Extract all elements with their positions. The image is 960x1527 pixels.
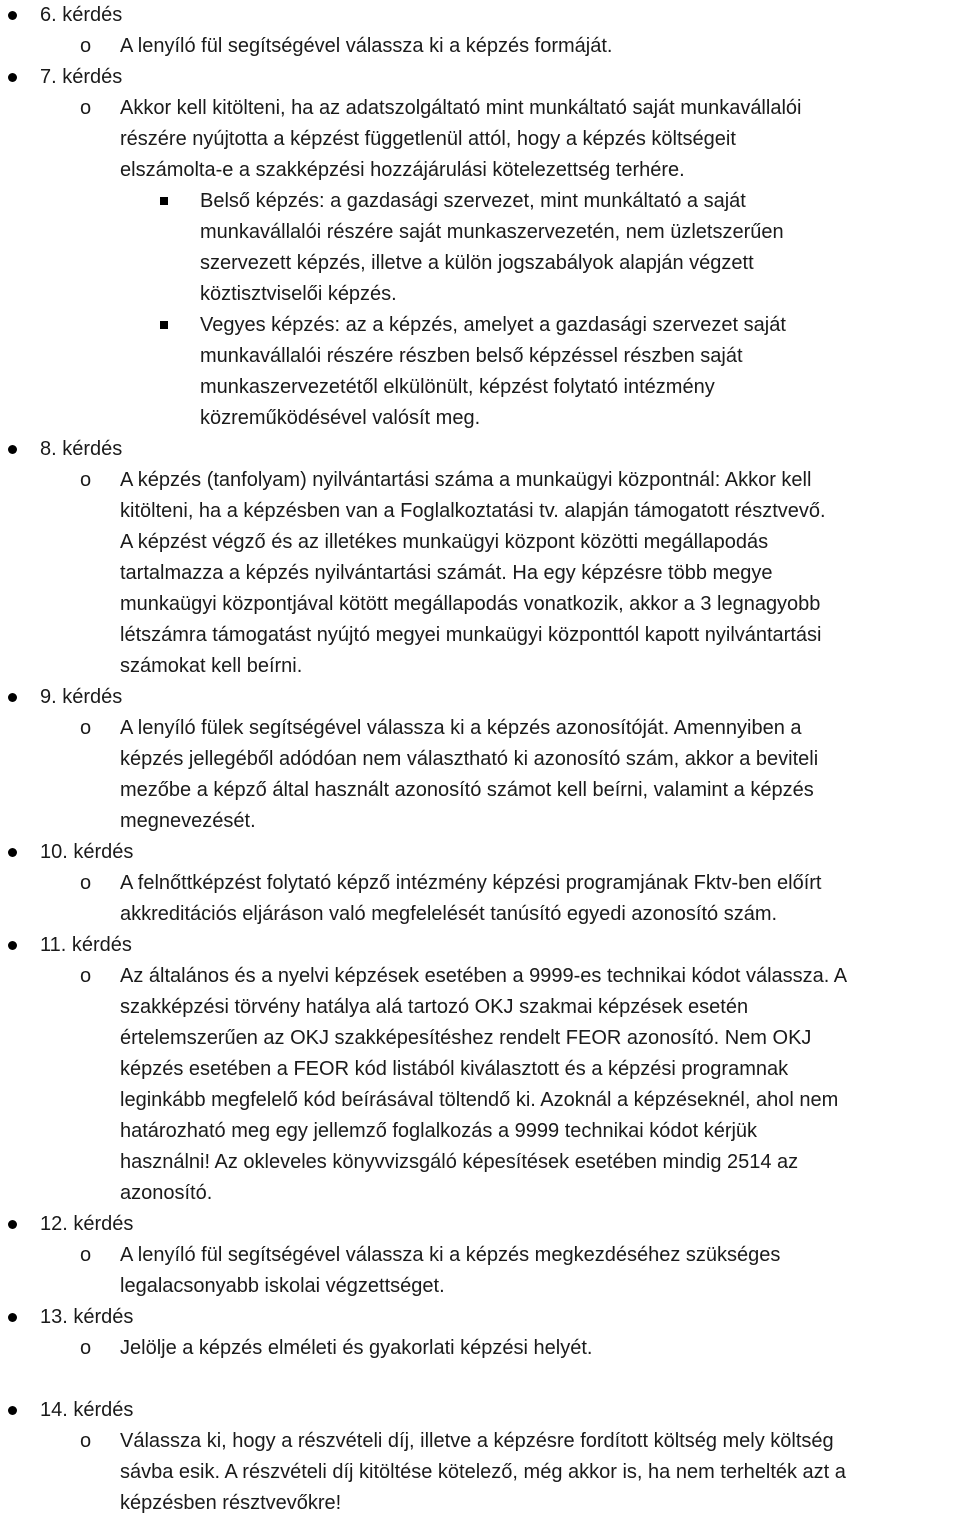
bullet-icon (8, 445, 17, 454)
question-label: 6. kérdés (40, 4, 123, 26)
item-text-line: leginkább megfelelő kód beírásával töltendő ki. Azoknál a képzéseknél, ahol nem (120, 1089, 839, 1111)
question-label: 13. kérdés (40, 1306, 134, 1328)
item-text-line: szakképzési törvény hatálya alá tartozó OKJ szakmai képzések esetén (120, 996, 749, 1018)
item-text-line: sávba esik. A részvételi díj kitöltése kötelező, még akkor is, ha nem terhelték azt a (120, 1461, 846, 1483)
question-label: 7. kérdés (40, 66, 123, 88)
square-bullet-icon (160, 321, 168, 329)
question-label: 14. kérdés (40, 1399, 134, 1421)
subitem-text-line: munkavállalói részére részben belső képzéssel részben saját (200, 345, 743, 367)
item-text-line: képzés esetében a FEOR kód listából kiválasztott és a képzési programnak (120, 1058, 789, 1080)
item-text-line: azonosító. (120, 1182, 213, 1204)
bullet-icon (8, 1220, 17, 1229)
item-text-line: akkreditációs eljáráson való megfelelését tanúsító egyedi azonosító szám. (120, 903, 778, 925)
item-text-line: A felnőttképzést folytató képző intézmény képzési programjának Fktv-ben előírt (120, 872, 822, 894)
item-text-line: elszámolta-e a szakképzési hozzájárulási kötelezettség terhére. (120, 159, 685, 181)
item-text-line: A képzést végző és az illetékes munkaügyi központ közötti megállapodás (120, 531, 769, 553)
circle-bullet-icon: o (80, 717, 92, 739)
question-label: 12. kérdés (40, 1213, 134, 1235)
circle-bullet-icon: o (80, 872, 92, 894)
item-text-line: létszámra támogatást nyújtó megyei munkaügyi központtól kapott nyilvántartási (120, 624, 822, 646)
subitem-text-line: munkavállalói részére saját munkaszervezetén, nem üzletszerűen (200, 221, 784, 243)
item-text-line: Akkor kell kitölteni, ha az adatszolgáltató mint munkáltató saját munkavállalói (120, 97, 802, 119)
item-text-line: képzés jellegéből adódóan nem választható ki azonosító szám, akkor a beviteli (120, 748, 819, 770)
bullet-icon (8, 1406, 17, 1415)
item-text-line: számokat kell beírni. (120, 655, 303, 677)
subitem-text-line: közreműködésével valósít meg. (200, 407, 481, 429)
item-text-line: A lenyíló fül segítségével válassza ki a képzés formáját. (120, 35, 613, 57)
item-text-line: Válassza ki, hogy a részvételi díj, illetve a képzésre fordított költség mely költség (120, 1430, 834, 1452)
circle-bullet-icon: o (80, 965, 92, 987)
question-label: 10. kérdés (40, 841, 134, 863)
square-bullet-icon (160, 197, 168, 205)
item-text-line: A lenyíló fülek segítségével válassza ki a képzés azonosítóját. Amennyiben a (120, 717, 802, 739)
item-text-line: A lenyíló fül segítségével válassza ki a képzés megkezdéséhez szükséges (120, 1244, 781, 1266)
bullet-icon (8, 848, 17, 857)
item-text-line: értelemszerűen az OKJ szakképesítéshez rendelt FEOR azonosító. Nem OKJ (120, 1027, 812, 1049)
bullet-icon (8, 693, 17, 702)
item-text-line: munkaügyi központjával kötött megállapodás vonatkozik, akkor a 3 legnagyobb (120, 593, 821, 615)
circle-bullet-icon: o (80, 469, 92, 491)
circle-bullet-icon: o (80, 1244, 92, 1266)
item-text-line: tartalmazza a képzés nyilvántartási számát. Ha egy képzésre több megye (120, 562, 773, 584)
circle-bullet-icon: o (80, 1430, 92, 1452)
subitem-text-line: köztisztviselői képzés. (200, 283, 397, 305)
circle-bullet-icon: o (80, 1337, 92, 1359)
item-text-line: legalacsonyabb iskolai végzettséget. (120, 1275, 445, 1297)
question-label: 9. kérdés (40, 686, 123, 708)
item-text-line: részére nyújtotta a képzést függetlenül attól, hogy a képzés költségeit (120, 128, 736, 150)
subitem-text-line: Vegyes képzés: az a képzés, amelyet a gazdasági szervezet saját (200, 314, 786, 336)
item-text-line: megnevezését. (120, 810, 256, 832)
circle-bullet-icon: o (80, 35, 92, 57)
item-text-line: Az általános és a nyelvi képzések esetében a 9999-es technikai kódot válassza. A (120, 965, 848, 987)
subitem-text-line: Belső képzés: a gazdasági szervezet, mint munkáltató a saját (200, 190, 746, 212)
item-text-line: Jelölje a képzés elméleti és gyakorlati képzési helyét. (120, 1337, 593, 1359)
circle-bullet-icon: o (80, 97, 92, 119)
item-text-line: mezőbe a képző által használt azonosító számot kell beírni, valamint a képzés (120, 779, 814, 801)
question-label: 8. kérdés (40, 438, 123, 460)
bullet-icon (8, 941, 17, 950)
item-text-line: képzésben résztvevőkre! (120, 1492, 342, 1514)
question-label: 11. kérdés (40, 934, 132, 956)
bullet-icon (8, 1313, 17, 1322)
item-text-line: A képzés (tanfolyam) nyilvántartási száma a munkaügyi központnál: Akkor kell (120, 469, 812, 491)
subitem-text-line: szervezett képzés, illetve a külön jogszabályok alapján végzett (200, 252, 754, 274)
item-text-line: határozható meg egy jellemző foglalkozás a 9999 technikai kódot kérjük (120, 1120, 758, 1142)
bullet-icon (8, 11, 17, 20)
subitem-text-line: munkaszervezetétől elkülönült, képzést folytató intézmény (200, 376, 715, 398)
bullet-icon (8, 73, 17, 82)
item-text-line: kitölteni, ha a képzésben van a Foglalkoztatási tv. alapján támogatott résztvevő. (120, 500, 826, 522)
item-text-line: használni! Az okleveles könyvvizsgáló képesítések esetében mindig 2514 az (120, 1151, 799, 1173)
